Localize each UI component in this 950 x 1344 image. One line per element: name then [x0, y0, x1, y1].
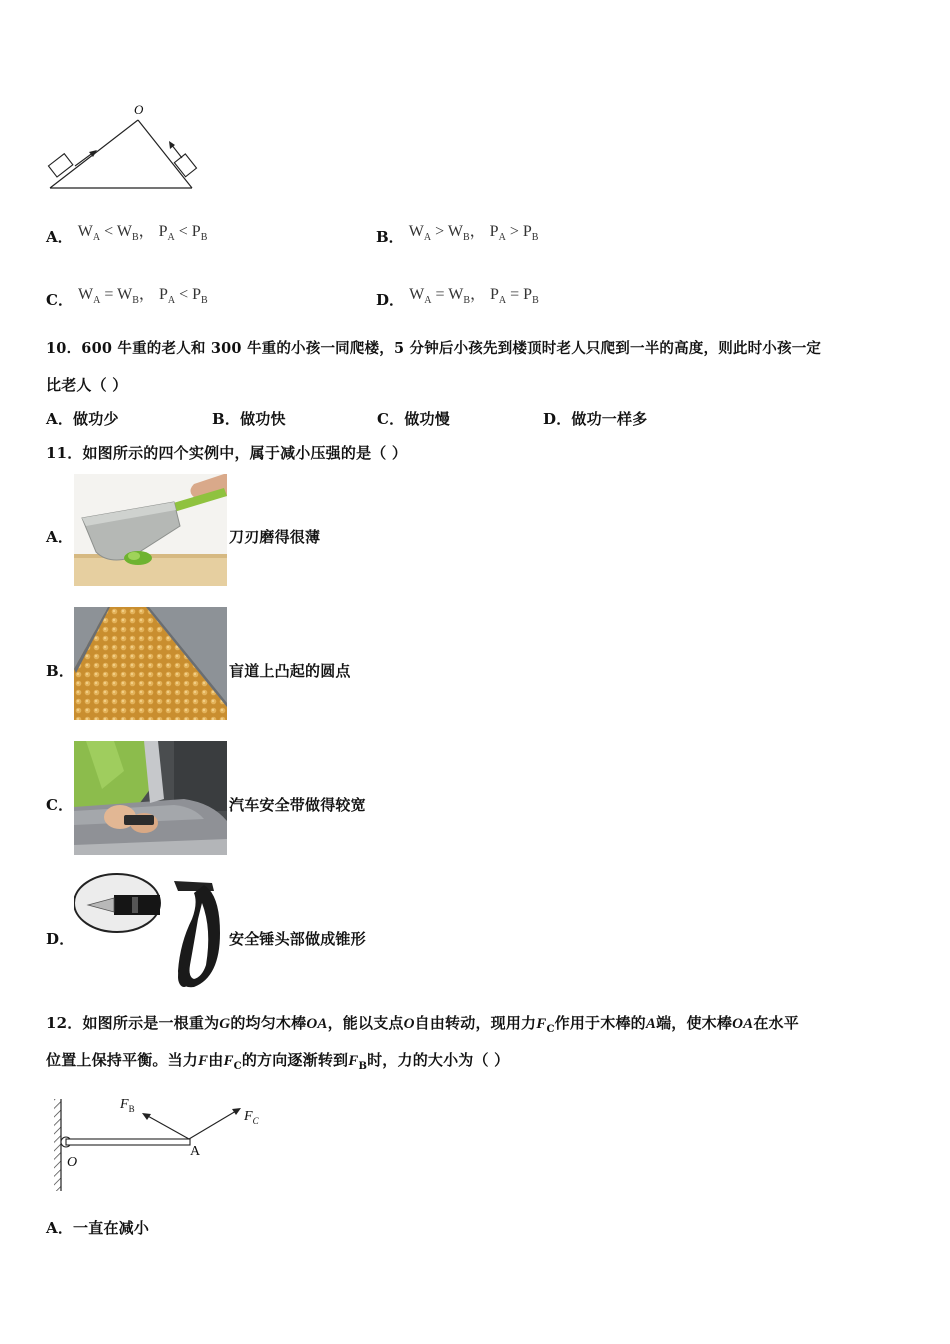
q12-label-o: O	[67, 1155, 78, 1170]
option-formula: $W_A > W_B$， $P_A > P_B$	[408, 223, 539, 244]
knife-cutting-photo	[74, 474, 227, 586]
safety-hammer-photo	[74, 873, 229, 991]
q11-option-b-letter[interactable]: B．	[46, 662, 75, 680]
q9-option-d[interactable]	[376, 281, 539, 309]
q12-label-fc: $F_C$	[244, 1109, 259, 1126]
q10-option-d[interactable]: D．做功一样多	[543, 410, 648, 428]
q9-incline-diagram	[44, 102, 209, 194]
q11-option-c-text[interactable]: 汽车安全带做得较宽	[229, 796, 366, 814]
q12-lever-diagram	[50, 1095, 270, 1195]
q10-stem-line1: 10．600 牛重的老人和 300 牛重的小孩一同爬楼，5 分钟后小孩先到楼顶时老人只爬到一半的高度，则此时小孩一定	[46, 340, 822, 357]
option-letter: D．	[376, 291, 405, 309]
q9-option-b[interactable]	[376, 218, 539, 246]
q11-option-a-text[interactable]: 刀刃磨得很薄	[229, 528, 321, 546]
option-formula: $W_A = W_B$， $P_A = P_B$	[409, 286, 539, 307]
q9-diagram-label-o: O	[134, 102, 144, 117]
option-letter: B．	[376, 228, 404, 246]
q12-stem-line1: 12．如图所示是一根重为G的均匀木棒OA，能以支点O自由转动，现用力$F_C$作用于木棒的A端，使木棒OA在水平	[46, 1014, 799, 1035]
q11-option-d-letter[interactable]: D．	[46, 930, 75, 948]
q12-option-a[interactable]: A．一直在减小	[46, 1219, 150, 1237]
q11-option-c-letter[interactable]: C．	[46, 796, 74, 814]
option-letter: A．	[46, 228, 73, 246]
q11-stem: 11．如图所示的四个实例中，属于减小压强的是（ ）	[46, 444, 408, 462]
tactile-paving-photo	[74, 607, 227, 720]
q9-option-c[interactable]	[46, 281, 208, 309]
option-formula: $W_A = W_B$， $P_A < P_B$	[78, 286, 208, 307]
q11-option-a-letter[interactable]: A．	[46, 528, 74, 546]
q12-stem-line2: 位置上保持平衡。当力F由$F_C$的方向逐渐转到$F_B$时，力的大小为（ ）	[46, 1051, 510, 1072]
q12-label-fb: $F_B$	[120, 1097, 135, 1114]
option-letter: C．	[46, 291, 73, 309]
q11-option-b-text[interactable]: 盲道上凸起的圆点	[229, 662, 351, 680]
q12-label-a: A	[190, 1144, 201, 1159]
option-formula: $W_A < W_B$， $P_A < P_B$	[77, 223, 208, 244]
q10-option-a[interactable]: A．做功少	[46, 410, 119, 428]
q11-option-d-text[interactable]: 安全锤头部做成锥形	[229, 930, 366, 948]
q10-option-c[interactable]: C．做功慢	[377, 410, 450, 428]
q9-option-a[interactable]	[46, 218, 208, 246]
q10-option-b[interactable]: B．做功快	[212, 410, 286, 428]
seat-belt-photo	[74, 741, 227, 855]
q10-stem-line2: 比老人（ ）	[46, 376, 128, 394]
